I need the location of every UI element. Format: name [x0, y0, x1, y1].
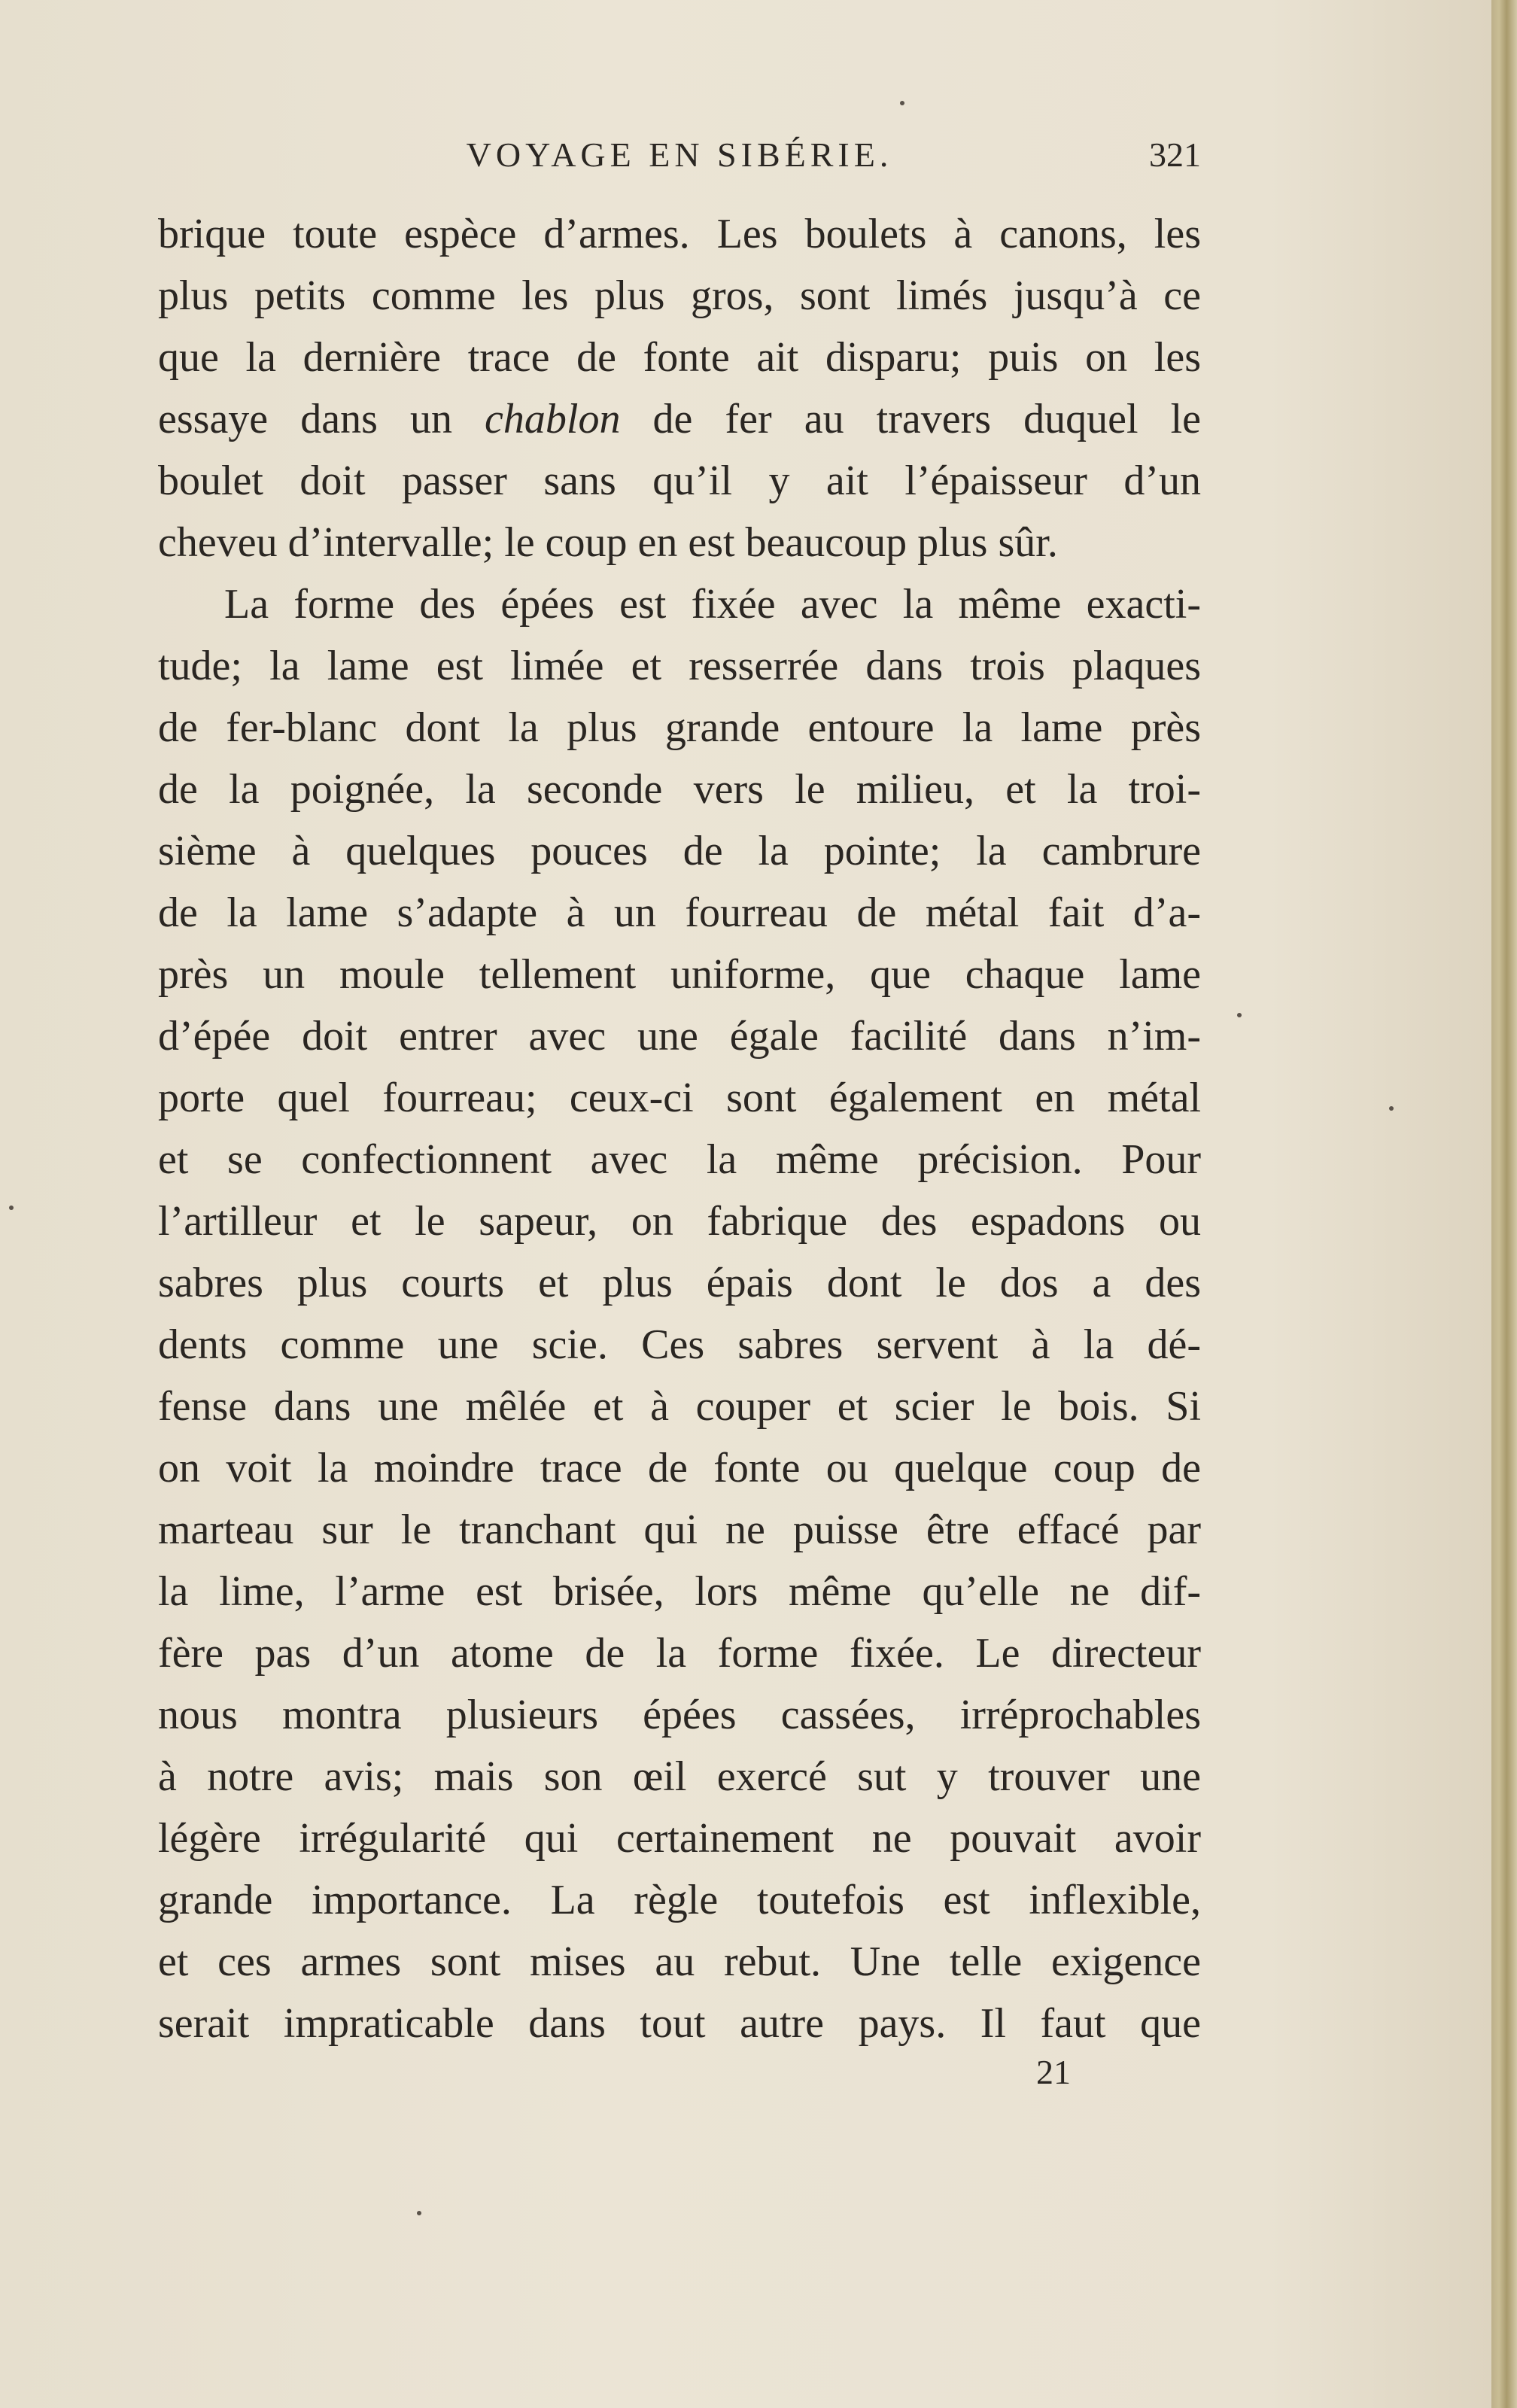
paper-speck — [1389, 1106, 1394, 1111]
text-line-4 — [158, 388, 1201, 450]
page-edge — [1491, 0, 1517, 2408]
text-line-1: brique toute espèce d’armes. Les boulets à canons, les — [158, 211, 1201, 257]
text-line-15: porte quel fourreau; ceux-ci sont également en métal — [158, 1075, 1201, 1121]
text-line-26: à notre avis; mais son œil exercé sut y trouver une — [158, 1753, 1201, 1800]
paper-speck — [900, 101, 904, 105]
text-line-12: de la lame s’adapte à un fourreau de métal fait d’a- — [158, 889, 1201, 936]
text-line-16: et se confectionnent avec la même précision. Pour — [158, 1136, 1201, 1183]
text-line-8: tude; la lame est limée et resserrée dans trois plaques — [158, 643, 1201, 689]
text-line-13: près un moule tellement uniforme, que chaque lame — [158, 951, 1201, 998]
page-number: 321 — [1149, 135, 1201, 174]
paper-speck — [417, 2211, 421, 2215]
text-line-21: on voit la moindre trace de fonte ou quelque coup de — [158, 1445, 1201, 1491]
text-line-23: la lime, l’arme est brisée, lors même qu’elle ne dif- — [158, 1568, 1201, 1615]
running-title: VOYAGE EN SIBÉRIE. — [466, 135, 893, 174]
text-line-3: que la dernière trace de fonte ait disparu; puis on les — [158, 334, 1201, 381]
text-line-22: marteau sur le tranchant qui ne puisse être effacé par — [158, 1507, 1201, 1553]
text-line-28: grande importance. La règle toutefois est inflexible, — [158, 1877, 1201, 1923]
text-line-6: cheveu d’intervalle; le coup en est beaucoup plus sûr. — [158, 519, 1058, 566]
body-text — [158, 203, 1201, 2054]
text-line-7: La forme des épées est fixée avec la même exacti- — [224, 581, 1201, 628]
text-line-2: plus petits comme les plus gros, sont limés jusqu’à ce — [158, 272, 1201, 319]
text-line-4-after: de fer au travers duquel le — [620, 396, 1201, 442]
text-line-4-before: essaye dans un — [158, 396, 485, 442]
text-line-27: légère irrégularité qui certainement ne pouvait avoir — [158, 1815, 1201, 1862]
italic-term-chablon: chablon — [485, 396, 621, 442]
text-line-29: et ces armes sont mises au rebut. Une telle exigence — [158, 1938, 1201, 1985]
signature-mark: 21 — [1036, 2053, 1071, 2091]
text-line-30: serait impraticable dans tout autre pays. Il faut que — [158, 2000, 1201, 2047]
text-line-17: l’artilleur et le sapeur, on fabrique des espadons ou — [158, 1198, 1201, 1245]
text-line-9: de fer-blanc dont la plus grande entoure la lame près — [158, 704, 1201, 751]
text-line-14: d’épée doit entrer avec une égale facilité dans n’im- — [158, 1013, 1201, 1060]
paper-speck — [1237, 1013, 1242, 1017]
text-line-20: fense dans une mêlée et à couper et scier le bois. Si — [158, 1383, 1201, 1430]
text-line-24: fère pas d’un atome de la forme fixée. Le directeur — [158, 1630, 1201, 1677]
text-line-10: de la poignée, la seconde vers le milieu, et la troi- — [158, 766, 1201, 813]
paper-speck — [9, 1206, 14, 1210]
text-line-25: nous montra plusieurs épées cassées, irréprochables — [158, 1692, 1201, 1738]
text-line-11: sième à quelques pouces de la pointe; la cambrure — [158, 828, 1201, 874]
text-line-5: boulet doit passer sans qu’il y ait l’épaisseur d’un — [158, 458, 1201, 504]
text-line-19: dents comme une scie. Ces sabres servent à la dé- — [158, 1321, 1201, 1368]
running-head — [158, 132, 1201, 185]
text-line-18: sabres plus courts et plus épais dont le dos a des — [158, 1260, 1201, 1306]
